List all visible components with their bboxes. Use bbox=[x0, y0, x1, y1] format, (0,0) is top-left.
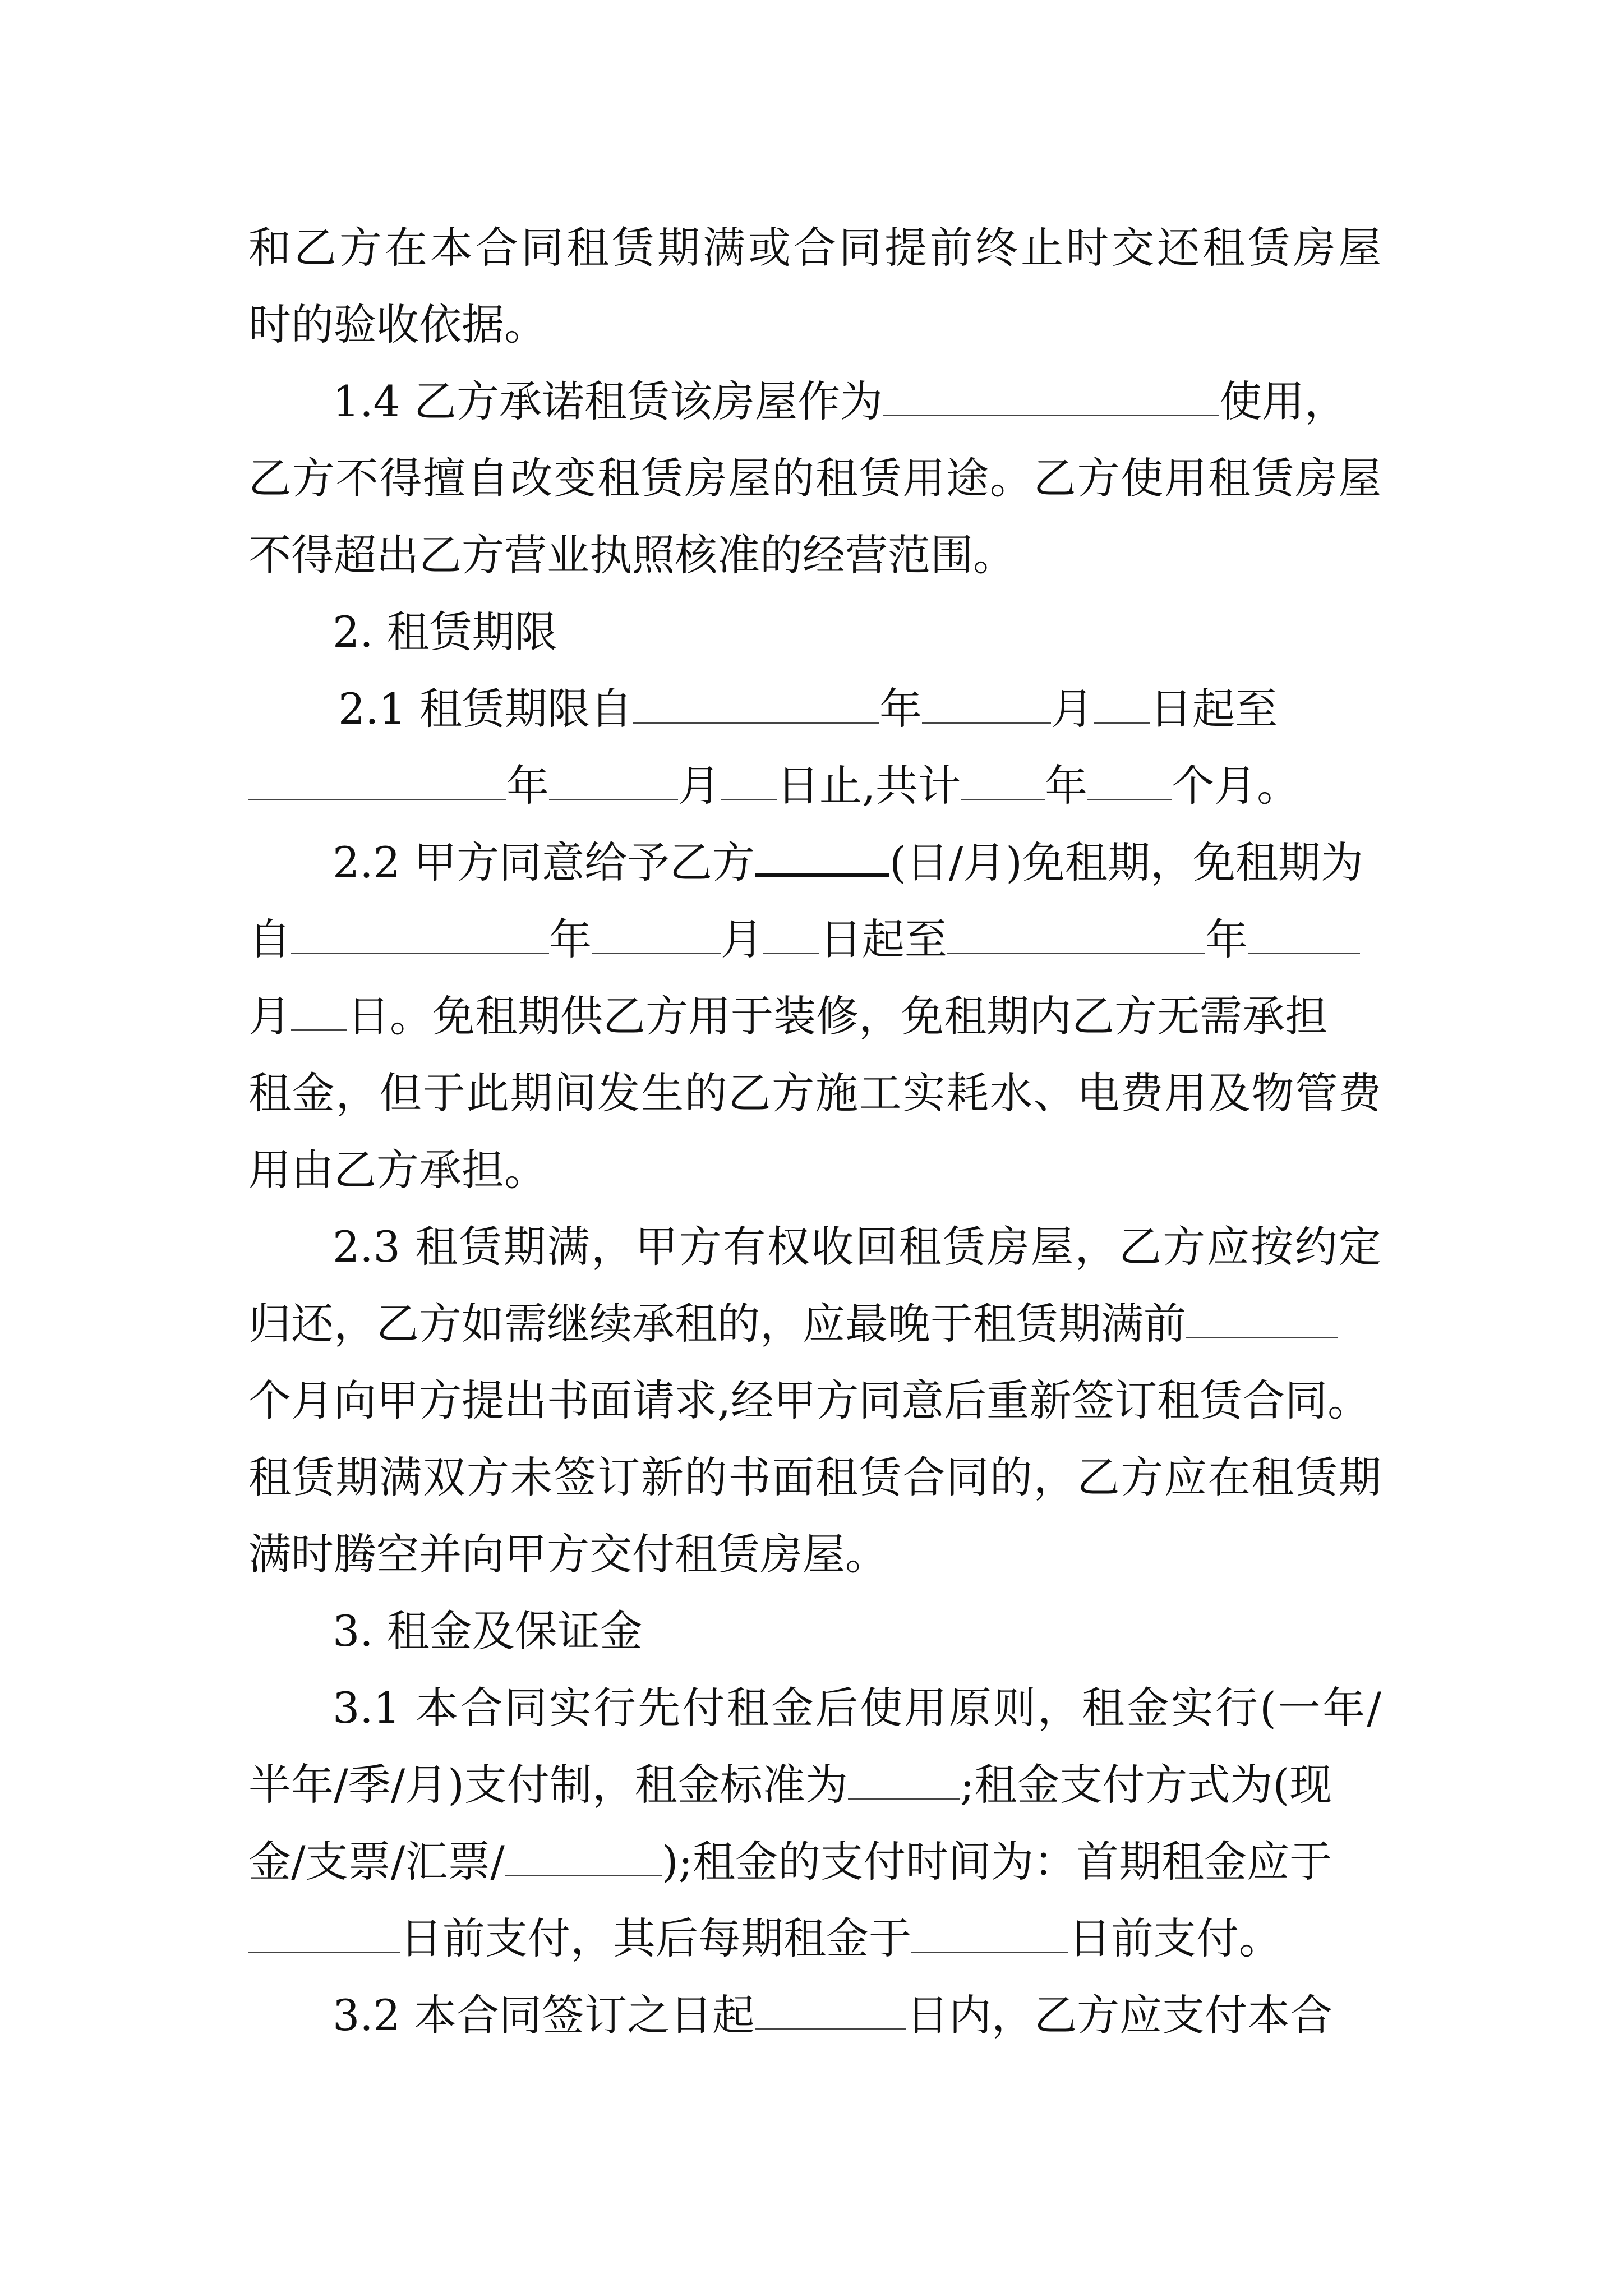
fill-in-blank[interactable] bbox=[248, 1907, 400, 1953]
text-run: 1.4 乙方承诺租赁该房屋作为 bbox=[333, 376, 883, 426]
text-run: 日前支付。 bbox=[1068, 1913, 1281, 1963]
paragraph-line bbox=[248, 1823, 1381, 1900]
text-run: ;租金支付方式为(现 bbox=[960, 1760, 1332, 1810]
text-run: 租金，但于此期间发生的乙方施工实耗水、电费用及物管费 bbox=[248, 1068, 1381, 1118]
paragraph-line bbox=[248, 517, 1381, 593]
text-run: 日前支付，其后每期租金于 bbox=[400, 1913, 911, 1963]
text-run: 日起至 bbox=[819, 914, 947, 964]
paragraph-line bbox=[248, 1055, 1381, 1131]
paragraph-line bbox=[248, 440, 1381, 517]
text-run: 年 bbox=[1045, 761, 1088, 811]
text-run: 月 bbox=[1051, 684, 1094, 734]
clause-3-1-line bbox=[248, 1669, 1381, 1746]
text-run: (日/月)免租期，免租期为 bbox=[889, 838, 1363, 887]
text-run: 2.3 租赁期满，甲方有权收回租赁房屋，乙方应按约定 bbox=[333, 1222, 1381, 1272]
fill-in-blank[interactable] bbox=[1248, 908, 1360, 954]
text-run: 日内，乙方应支付本合 bbox=[906, 1990, 1333, 2040]
clause-1-4-line bbox=[248, 363, 1381, 440]
text-run: 3. 租金及保证金 bbox=[333, 1606, 643, 1656]
section-heading bbox=[248, 1593, 1381, 1669]
fill-in-blank[interactable] bbox=[755, 1984, 906, 2030]
text-run: 月 bbox=[678, 761, 721, 811]
text-run: 归还，乙方如需继续承租的，应最晚于租赁期满前 bbox=[248, 1299, 1186, 1349]
paragraph-line bbox=[248, 978, 1381, 1055]
text-run: 个月向甲方提出书面请求,经甲方同意后重新签订租赁合同。 bbox=[248, 1375, 1371, 1425]
paragraph-line bbox=[248, 1131, 1381, 1208]
clause-2-3-line bbox=[248, 1208, 1381, 1285]
fill-in-blank[interactable] bbox=[549, 754, 678, 800]
paragraph-line bbox=[248, 1900, 1381, 1977]
paragraph-line bbox=[248, 901, 1381, 978]
fill-in-blank[interactable] bbox=[911, 1907, 1068, 1953]
text-run: 年 bbox=[549, 914, 592, 964]
fill-in-blank[interactable] bbox=[1094, 677, 1150, 724]
clause-3-2-line bbox=[248, 1977, 1381, 2054]
paragraph-line bbox=[248, 1746, 1381, 1823]
fill-in-blank[interactable] bbox=[848, 1753, 960, 1800]
paragraph-line bbox=[248, 209, 1381, 286]
fill-in-blank[interactable] bbox=[1186, 1292, 1338, 1338]
paragraph-line bbox=[248, 1285, 1381, 1362]
clause-2-1-line bbox=[248, 670, 1381, 747]
fill-in-blank[interactable] bbox=[291, 908, 549, 954]
fill-in-blank[interactable] bbox=[248, 754, 506, 800]
fill-in-blank[interactable] bbox=[883, 370, 1219, 416]
fill-in-blank[interactable] bbox=[947, 908, 1205, 954]
text-run: 使用， bbox=[1219, 376, 1348, 426]
clause-2-2-line bbox=[248, 824, 1381, 901]
paragraph-line bbox=[248, 1516, 1381, 1593]
fill-in-blank[interactable] bbox=[763, 908, 819, 954]
paragraph-line bbox=[248, 286, 1381, 363]
fill-in-blank[interactable] bbox=[505, 1830, 662, 1876]
text-run: 个月。 bbox=[1172, 761, 1300, 811]
fill-in-blank[interactable] bbox=[592, 908, 721, 954]
text-run: 3.2 本合同签订之日起 bbox=[333, 1990, 755, 2040]
text-run: 日止,共计 bbox=[777, 761, 961, 811]
text-run: 月 bbox=[248, 991, 291, 1041]
paragraph-line bbox=[248, 1362, 1381, 1439]
fill-in-blank[interactable] bbox=[922, 677, 1051, 724]
text-run: 时的验收依据。 bbox=[248, 300, 547, 349]
text-run: 月 bbox=[721, 914, 763, 964]
text-run: 2.1 租赁期限自 bbox=[338, 684, 633, 734]
text-run: 年 bbox=[506, 761, 549, 811]
text-run: 日起至 bbox=[1150, 684, 1278, 734]
fill-in-blank[interactable] bbox=[721, 754, 777, 800]
text-run: 乙方不得擅自改变租赁房屋的租赁用途。乙方使用租赁房屋 bbox=[248, 453, 1381, 503]
text-run: 金/支票/汇票/ bbox=[248, 1837, 505, 1887]
text-run: 年 bbox=[1205, 914, 1248, 964]
text-run: 2.2 甲方同意给予乙方 bbox=[333, 838, 755, 887]
text-run: 自 bbox=[248, 914, 291, 964]
text-run: 2. 租赁期限 bbox=[333, 607, 557, 657]
section-heading bbox=[248, 593, 1381, 670]
contract-body bbox=[248, 209, 1381, 2054]
paragraph-line bbox=[248, 1439, 1381, 1516]
fill-in-blank[interactable] bbox=[633, 677, 879, 724]
fill-in-blank[interactable] bbox=[961, 754, 1045, 800]
text-run: );租金的支付时间为：首期租金应于 bbox=[661, 1837, 1332, 1887]
text-run: 用由乙方承担。 bbox=[248, 1145, 547, 1195]
text-run: 不得超出乙方营业执照核准的经营范围。 bbox=[248, 530, 1016, 580]
fill-in-blank[interactable] bbox=[291, 984, 347, 1031]
fill-in-blank[interactable] bbox=[1087, 754, 1172, 800]
paragraph-line bbox=[248, 747, 1381, 824]
text-run: 满时腾空并向甲方交付租赁房屋。 bbox=[248, 1529, 888, 1579]
text-run: 租赁期满双方未签订新的书面租赁合同的，乙方应在租赁期 bbox=[248, 1452, 1381, 1502]
text-run: 日。免租期供乙方用于装修，免租期内乙方无需承担 bbox=[347, 991, 1327, 1041]
text-run: 和乙方在本合同租赁期满或合同提前终止时交还租赁房屋 bbox=[248, 223, 1381, 273]
text-run: 半年/季/月)支付制，租金标准为 bbox=[248, 1760, 848, 1810]
text-run: 3.1 本合同实行先付租金后使用原则，租金实行(一年/ bbox=[333, 1683, 1381, 1733]
text-run: 年 bbox=[879, 684, 923, 734]
fill-in-blank[interactable] bbox=[755, 828, 889, 877]
